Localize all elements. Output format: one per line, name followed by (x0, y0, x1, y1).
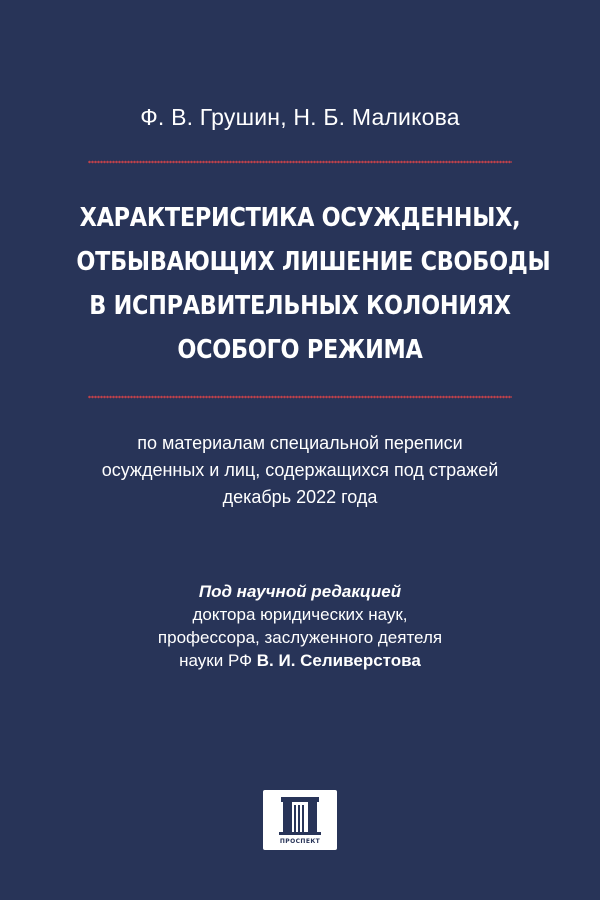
title-line: ХАРАКТЕРИСТИКА ОСУЖДЕННЫХ, (79, 203, 521, 233)
editor-line: доктора юридических наук, (192, 605, 408, 624)
editor-name-prefix: науки РФ (179, 651, 257, 670)
title-line: В ИСПРАВИТЕЛЬНЫХ КОЛОНИЯХ (89, 291, 511, 321)
publisher-logo (263, 790, 337, 850)
subtitle (0, 430, 600, 511)
editor-name: В. И. Селиверстова (256, 651, 421, 670)
editor-heading: Под научной редакцией (198, 582, 402, 601)
publisher-logo-text: ПРОСПЕКТ (279, 838, 321, 845)
publisher-logo-icon (263, 790, 337, 838)
book-title (40, 196, 560, 372)
editor-block (0, 580, 600, 672)
editor-line: профессора, заслуженного деятеля (157, 628, 443, 647)
subtitle-line: осужденных и лиц, содержащихся под стражей (101, 460, 499, 480)
subtitle-line: декабрь 2022 года (222, 487, 378, 507)
divider-top (88, 160, 512, 164)
title-line: ОТБЫВАЮЩИХ ЛИШЕНИЕ СВОБОДЫ (76, 247, 551, 277)
editor-line-name (0, 649, 600, 672)
divider-bottom (88, 395, 512, 399)
subtitle-line: по материалам специальной переписи (137, 433, 463, 453)
authors: Ф. В. Грушин, Н. Б. Маликова (140, 104, 460, 130)
title-line: ОСОБОГО РЕЖИМА (177, 335, 423, 365)
